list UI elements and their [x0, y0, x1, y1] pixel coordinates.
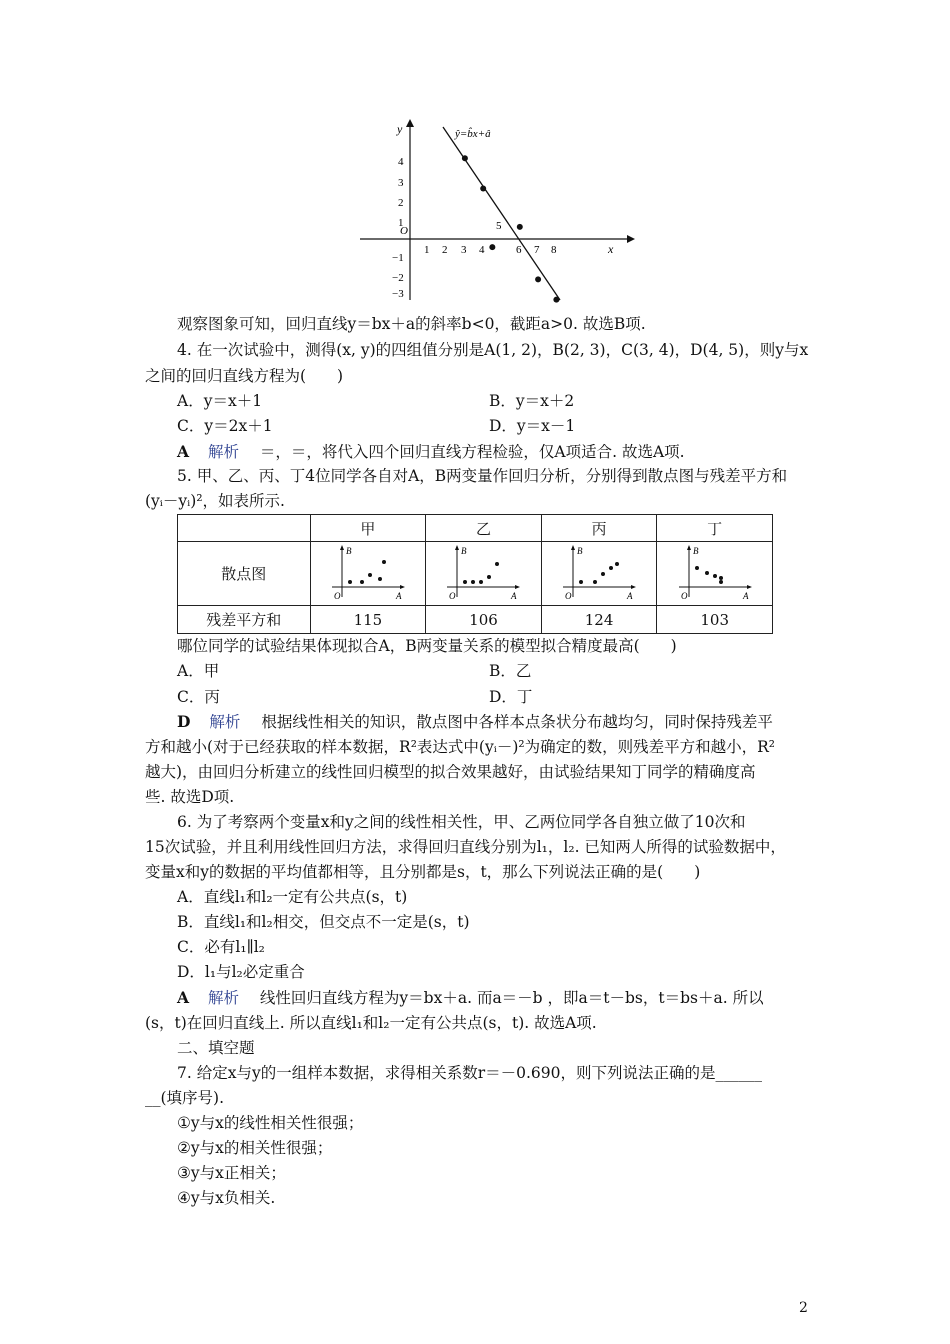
x-tick: 3	[461, 244, 467, 256]
residual-value: 115	[310, 606, 426, 634]
mini-point	[713, 574, 717, 578]
question-7-line-2: __(填序号).	[145, 1089, 225, 1107]
q4-option-c: C．y＝2x＋1	[177, 417, 273, 435]
scatter-plot-ding	[675, 544, 755, 600]
graph-point	[462, 155, 468, 161]
answer-text: 根据线性相关的知识，散点图中各样本点条状分布越均匀，同时保持残差平	[261, 713, 773, 731]
mini-point	[348, 580, 352, 584]
q5-option-c: C．丙	[177, 688, 220, 706]
question-6-line-3: 变量x和y的数据的平均值都相等，且分别都是s，t，那么下列说法正确的是( )	[145, 863, 701, 881]
mini-point	[360, 580, 364, 584]
x-tick: 1	[424, 244, 430, 256]
regression-line	[443, 127, 560, 300]
q7-statement-3: ③y与x正相关；	[177, 1164, 286, 1182]
q5-option-d: D．丁	[489, 688, 533, 706]
q4-option-a: A．y＝x＋1	[177, 392, 263, 410]
scatter-plot-bing	[559, 544, 639, 600]
q7-statement-2: ②y与x的相关性很强；	[177, 1139, 333, 1157]
page-number: 2	[799, 1300, 808, 1316]
table-header-cell: 丙	[541, 515, 657, 542]
analysis-tag: 解析	[207, 443, 239, 461]
y-tick: −1	[392, 252, 404, 264]
x-tick: 4	[479, 244, 485, 256]
answer-4	[177, 442, 685, 462]
table-header-cell: 乙	[426, 515, 542, 542]
mini-origin: O	[680, 590, 688, 600]
mini-point	[479, 580, 483, 584]
mini-point	[719, 580, 723, 584]
mini-point	[593, 580, 597, 584]
mini-axis-b: B	[577, 545, 583, 556]
question-4-line-2: 之间的回归直线方程为( )	[145, 367, 344, 385]
regression-line-label: ŷ=b̂x+â	[455, 128, 491, 140]
graph-point	[535, 276, 541, 282]
results-table	[177, 514, 773, 634]
answer-5-line-2: 方和越小(对于已经获取的样本数据，R²表达式中(yᵢ－)²为确定的数，则残差平方和越小，R²	[145, 738, 776, 756]
answer-letter: A	[177, 988, 190, 1007]
row-label-residual: 残差平方和	[178, 606, 311, 634]
scatter-plot-jia	[328, 544, 408, 600]
question-4-line-1: 4. 在一次试验中，测得(x, y)的四组值分别是A(1, 2)，B(2, 3)，C(3, 4)，D(4, 5)，则y与x	[177, 341, 809, 359]
x-tick: 8	[551, 244, 557, 256]
analysis-tag: 解析	[209, 713, 241, 731]
x-tick: 6	[516, 244, 522, 256]
regression-graph	[355, 115, 645, 315]
mini-axis-a: A	[511, 590, 517, 600]
mini-point	[615, 562, 619, 566]
mini-point	[368, 573, 372, 577]
answer-letter: D	[177, 712, 191, 731]
answer-letter: A	[177, 442, 190, 461]
y-tick: −3	[392, 288, 404, 300]
table-header-cell: 甲	[310, 515, 426, 542]
table-header-cell	[178, 515, 311, 542]
graph-y-ticks	[392, 156, 404, 300]
mini-point	[705, 571, 709, 575]
mini-point	[609, 566, 613, 570]
answer-text: ＝，＝，将代入四个回归直线方程检验，仅A项适合. 故选A项.	[259, 443, 685, 461]
question-7-line-1: 7. 给定x与y的一组样本数据，求得相关系数r＝－0.690，则下列说法正确的是______	[177, 1064, 762, 1082]
answer-6-line-1	[177, 988, 764, 1008]
answer-5-line-1	[177, 712, 773, 732]
residual-value: 106	[426, 606, 542, 634]
q6-option-d: D．l₁与l₂必定重合	[177, 963, 305, 981]
graph-point	[553, 297, 559, 303]
mini-point	[601, 572, 605, 576]
q4-option-b: B．y＝x＋2	[489, 392, 575, 410]
question-5-line-1: 5. 甲、乙、丙、丁4位同学各自对A，B两变量作回归分析，分别得到散点图与残差平方和	[177, 467, 788, 485]
residual-value: 124	[541, 606, 657, 634]
y-tick: 2	[398, 197, 404, 209]
answer-text: 线性回归直线方程为y＝bx＋a. 而a＝－b ，即a＝t－bs，t＝bs＋a. 所以	[259, 989, 764, 1007]
table-header-cell: 丁	[657, 515, 773, 542]
mini-point	[382, 560, 386, 564]
question-5-line-2: (yᵢ－yᵢ)²，如表所示.	[145, 492, 285, 510]
mini-point	[695, 566, 699, 570]
x-tick: 7	[534, 244, 540, 256]
mini-axis-b: B	[692, 545, 699, 556]
mini-axis-a: A	[395, 590, 402, 600]
question-6-line-2: 15次试验，并且利用线性回归方法，求得回归直线分别为l₁，l₂. 已知两人所得的试验数据中，	[145, 838, 786, 856]
scatter-cell	[426, 542, 542, 606]
mini-axis-b: B	[461, 545, 467, 556]
analysis-tag: 解析	[207, 989, 239, 1007]
mini-point	[487, 575, 491, 579]
y-tick: 1	[398, 217, 404, 229]
y-tick: −2	[392, 272, 404, 284]
graph-point	[517, 224, 523, 230]
x-tick: 5	[496, 220, 502, 232]
answer-6-line-2: (s，t)在回归直线上. 所以直线l₁和l₂一定有公共点(s，t). 故选A项.	[145, 1014, 597, 1032]
mini-point	[495, 562, 499, 566]
scatter-cell	[657, 542, 773, 606]
y-tick: 3	[398, 177, 404, 189]
section-heading: 二、填空题	[177, 1039, 255, 1057]
mini-point	[719, 576, 723, 580]
question-5-line-3: 哪位同学的试验结果体现拟合A，B两变量关系的模型拟合精度最高( )	[177, 637, 677, 655]
scatter-plot-yi	[443, 544, 523, 600]
question-6-line-1: 6. 为了考察两个变量x和y之间的线性相关性，甲、乙两位同学各自独立做了10次和	[177, 813, 746, 831]
mini-axis-a: A	[627, 590, 633, 600]
x-tick: 2	[442, 244, 448, 256]
q5-option-b: B．乙	[489, 662, 532, 680]
answer-5-line-3: 越大)，由回归分析建立的线性回归模型的拟合效果越好，由试验结果知丁同学的精确度高	[145, 763, 756, 781]
graph-x-ticks	[424, 220, 557, 256]
mini-origin: O	[565, 590, 572, 600]
q7-statement-4: ④y与x负相关.	[177, 1189, 276, 1207]
scatter-cell	[310, 542, 426, 606]
graph-point	[480, 186, 486, 192]
mini-axis-a: A	[742, 590, 749, 600]
mini-point	[471, 580, 475, 584]
row-label-scatter: 散点图	[178, 542, 311, 606]
graph-point	[489, 244, 495, 250]
q5-option-a: A．甲	[177, 662, 220, 680]
text-line: 观察图象可知，回归直线y＝bx＋a的斜率b<0，截距a>0. 故选B项.	[177, 315, 646, 333]
y-tick: 4	[398, 156, 404, 168]
scatter-cell	[541, 542, 657, 606]
q6-option-c: C．必有l₁∥l₂	[177, 938, 265, 956]
mini-origin: O	[333, 590, 341, 600]
graph-x-label: x	[608, 242, 614, 256]
mini-origin: O	[449, 590, 456, 600]
mini-point	[579, 580, 583, 584]
q6-option-a: A．直线l₁和l₂一定有公共点(s，t)	[177, 888, 408, 906]
mini-axis-b: B	[345, 545, 352, 556]
residual-value: 103	[657, 606, 773, 634]
answer-5-line-4: 些. 故选D项.	[145, 788, 235, 806]
mini-point	[463, 580, 467, 584]
graph-y-label: y	[397, 122, 403, 136]
q4-option-d: D．y＝x－1	[489, 417, 576, 435]
q6-option-b: B．直线l₁和l₂相交，但交点不一定是(s，t)	[177, 913, 470, 931]
mini-point	[378, 577, 382, 581]
graph-origin: O	[400, 225, 408, 237]
q7-statement-1: ①y与x的线性相关性很强；	[177, 1114, 364, 1132]
